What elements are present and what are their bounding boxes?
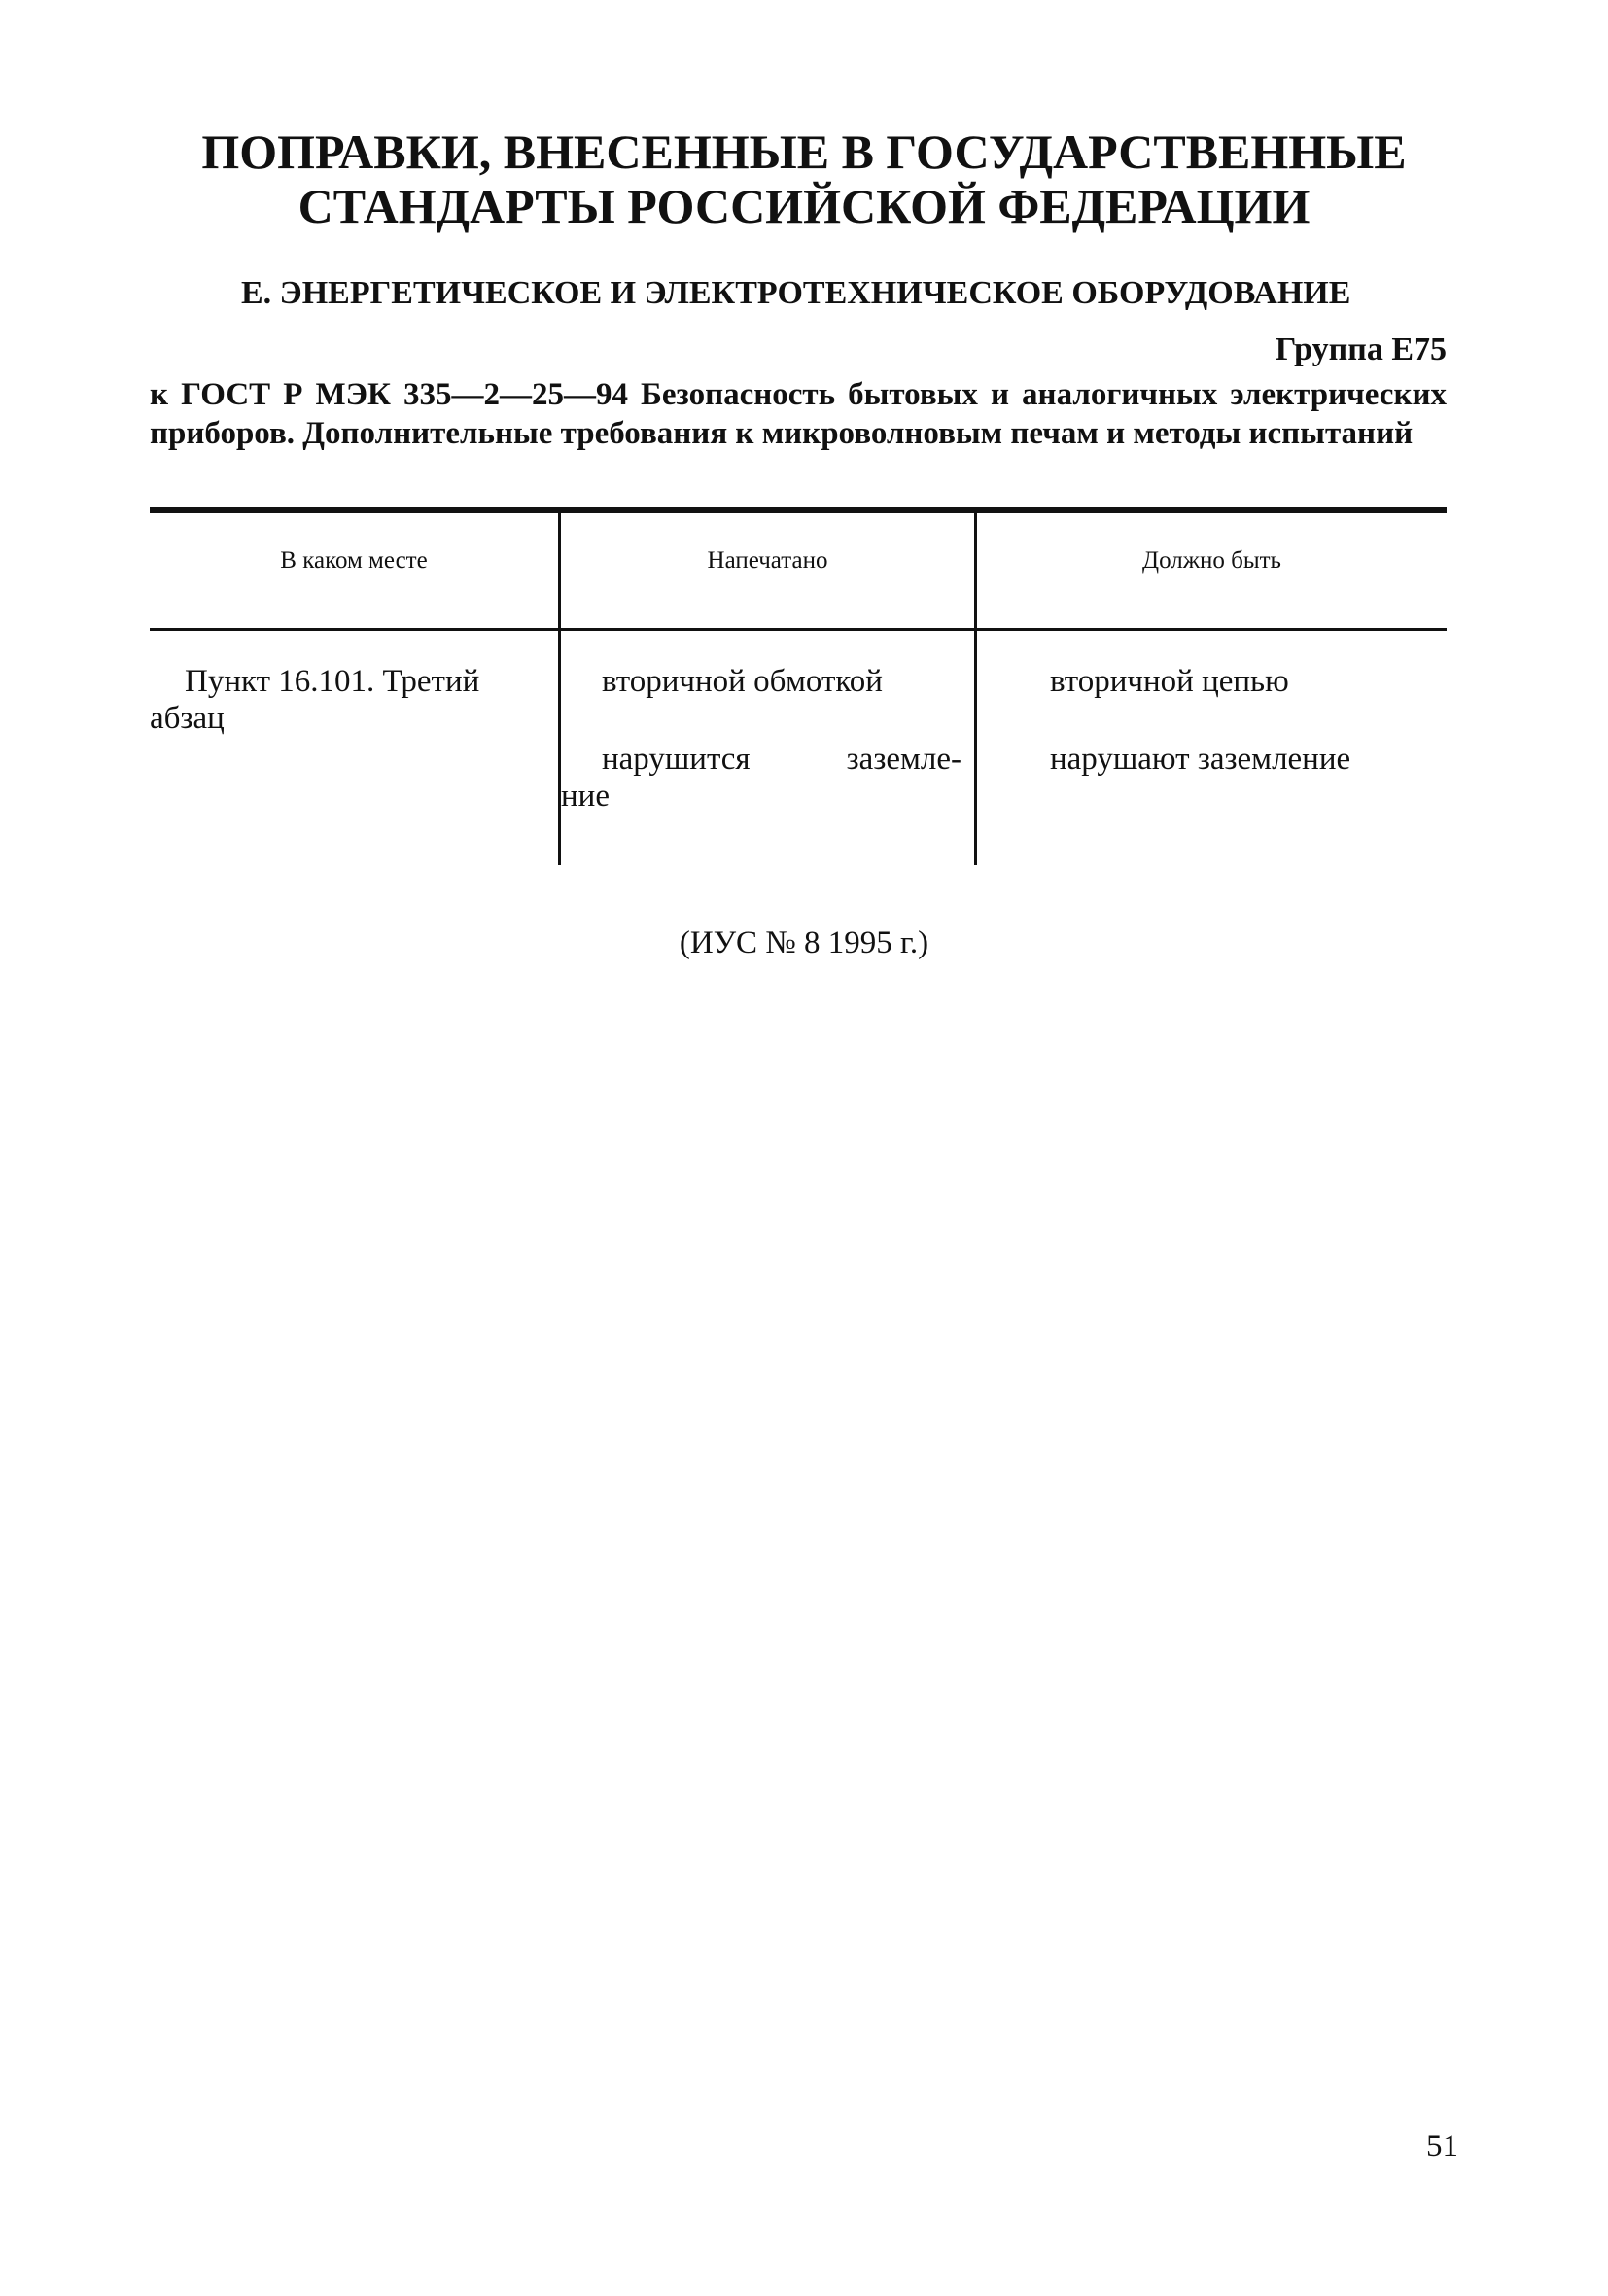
table-cell-place [150,663,539,737]
source-reference: (ИУС № 8 1995 г.) [679,925,929,960]
table-cell-should-be-row-1: вторичной цепью [1050,664,1289,699]
table-top-rule [150,507,1447,513]
place-text: Пункт 16.101. Третий абзац [150,664,480,736]
standard-title: к ГОСТ Р МЭК 335—2—25—94 Безопасность бытовых и аналогичных электрических приборов. Дополнительные требования к микроволновым печам и методы испытаний [150,377,1447,451]
table-cell-should-be-row-2: нарушают заземление [1050,742,1351,777]
printed-row-2-line-1: нарушится заземле- [602,742,961,777]
group-label: Группа Е75 [1275,331,1447,367]
table-cell-printed-row-2 [561,741,961,815]
table-header-rule [150,628,1447,631]
column-header-printed: Напечатано [707,547,828,574]
page-title-line-2: СТАНДАРТЫ РОССИЙСКОЙ ФЕДЕРАЦИИ [297,179,1311,233]
table-cell-printed-row-1: вторичной обмоткой [602,664,883,699]
page-title [0,124,1608,233]
printed-row-2-line-2: ние [561,779,610,814]
corrections-table [150,507,1447,867]
page-number: 51 [1426,2129,1458,2164]
page-title-line-1: ПОПРАВКИ, ВНЕСЕННЫЕ В ГОСУДАРСТВЕННЫЕ [201,124,1407,179]
column-header-should-be: Должно быть [1142,547,1281,574]
column-header-place: В каком месте [280,547,428,574]
section-title: Е. ЭНЕРГЕТИЧЕСКОЕ И ЭЛЕКТРОТЕХНИЧЕСКОЕ ОБОРУДОВАНИЕ [241,275,1351,311]
